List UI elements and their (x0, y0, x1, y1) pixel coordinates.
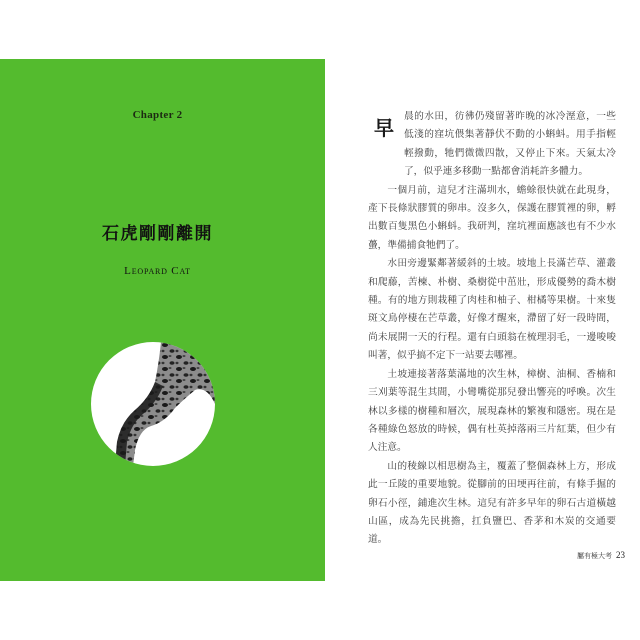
paragraph: 山的稜線以相思樹為主，覆蓋了整個森林上方，形成此一丘陵的重要地貌。從腳前的田埂再往前，有條手掘的卵石小徑，鋪進次生林。這兒有許多早年的卵石古道橫越山區，成為先民挑擔，扛負鹽巴、香茅和木炭的交通要道。 (368, 460, 616, 546)
leopard-cat-photo (91, 342, 215, 466)
chapter-subtitle: Leopard Cat (124, 265, 191, 277)
running-head: 屬有極大考 (577, 552, 612, 560)
chapter-title: 石虎剛剛離開 (102, 224, 213, 244)
text-page (360, 100, 630, 580)
page-footer (545, 550, 625, 561)
leopard-cat-tail-icon (91, 342, 215, 466)
page-number: 23 (616, 550, 625, 560)
chapter-opener-page (0, 59, 325, 581)
chapter-label: Chapter 2 (132, 109, 183, 121)
drop-cap: 早 (374, 116, 394, 140)
body-text (368, 108, 616, 550)
paragraph: 晨的水田，彷彿仍殘留著昨晚的冰冷溼意，一些低淺的窪坑偎集著靜伏不動的小蝌蚪。用手指輕輕撥動，牠們微微四散，又停止下來。天氣太冷了，似乎連多移動一點都會消耗許多體力。 (404, 111, 616, 178)
paragraph: 水田旁邊緊鄰著緩斜的土坡。坡地上長滿芒草、灌叢和爬藤，苦楝、朴樹、桑樹從中茁壯，形成優勢的喬木樹種。有的地方則栽種了肉桂和柚子、柑橘等果樹。十來隻斑文鳥停棲在芒草叢，好像才醒來，滯留了好一段時間，尚未展開一天的行程。還有白頭翁在梳理羽毛，一邊唆唆叫著，似乎搞不定下一站要去哪裡。 (368, 258, 616, 362)
paragraph: 一個月前，這兒才注滿圳水，蟾蜍很快就在此現身，產下長條狀膠質的卵串。沒多久，保護在膠質裡的卵，孵出數百隻黑色小蝌蚪。我研判，窪坑裡面應該也有不少水蠆，準備捕食牠們了。 (368, 184, 616, 251)
paragraph: 土坡連接著落葉滿地的次生林，樟樹、油桐、香楠和三刈葉等混生其間，小彎嘴從那兒發出響亮的呼喚。次生林以多樣的樹種和層次，展現森林的繁複和隱密。現在是各種綠色怒放的時候，偶有杜英掉落兩三片紅葉，但少有人注意。 (368, 368, 616, 454)
